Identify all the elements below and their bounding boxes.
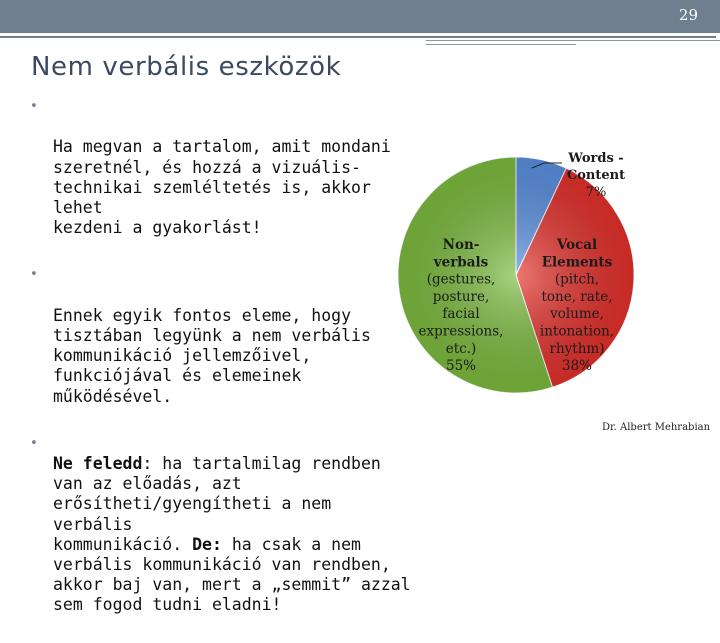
bullet-text: Ha megvan a tartalom, amit mondani szeretnél, és hozzá a vizuális- technikai szemléltetés is, akkor lehet kezdeni a gyakorlást! bbox=[53, 137, 391, 238]
slide-title: Nem verbális eszközök bbox=[31, 52, 342, 82]
bullet-icon: • bbox=[30, 99, 38, 114]
chart-credit: Dr. Albert Mehrabian bbox=[601, 422, 711, 433]
bullet-item bbox=[28, 434, 413, 616]
vocal-label: Vocal Elements (pitch, tone, rate, volume, intonation, rhythm) 38% bbox=[539, 237, 615, 375]
words-label: Words -Content 7% bbox=[566, 151, 626, 200]
header-divider bbox=[0, 36, 716, 38]
pie-chart bbox=[396, 148, 720, 448]
bullet-icon: • bbox=[30, 267, 38, 283]
bullet-emphasis: Ne feledd bbox=[53, 454, 143, 474]
bullet-list bbox=[28, 97, 413, 643]
bullet-item bbox=[28, 265, 413, 406]
bullet-text: ha csak a nem verbális kommunikáció van rendben, akkor baj van, mert a „semmit” azzal sem fogod tudni eladni! bbox=[53, 534, 411, 615]
header-bar bbox=[0, 0, 720, 33]
page-number: 29 bbox=[678, 6, 698, 24]
bullet-text: Ennek egyik fontos eleme, hogy tisztában legyünk a nem verbális kommunikáció jellemzőivel, funkciójával és elemeinek működésével. bbox=[53, 305, 371, 406]
bullet-emphasis: De: bbox=[192, 534, 222, 554]
bullet-item bbox=[28, 97, 413, 238]
bullet-text: : ha tartalmilag rendben van az előadás, azt erősítheti/gyengítheti a nem verbális kommunikáció. bbox=[53, 454, 381, 554]
bullet-icon: • bbox=[30, 435, 38, 451]
nonverbal-label: Non-verbals (gestures, posture, facial expressions, etc.) 55% bbox=[418, 237, 504, 375]
header-accent-line-short bbox=[426, 44, 576, 45]
header-accent-line bbox=[426, 40, 720, 41]
